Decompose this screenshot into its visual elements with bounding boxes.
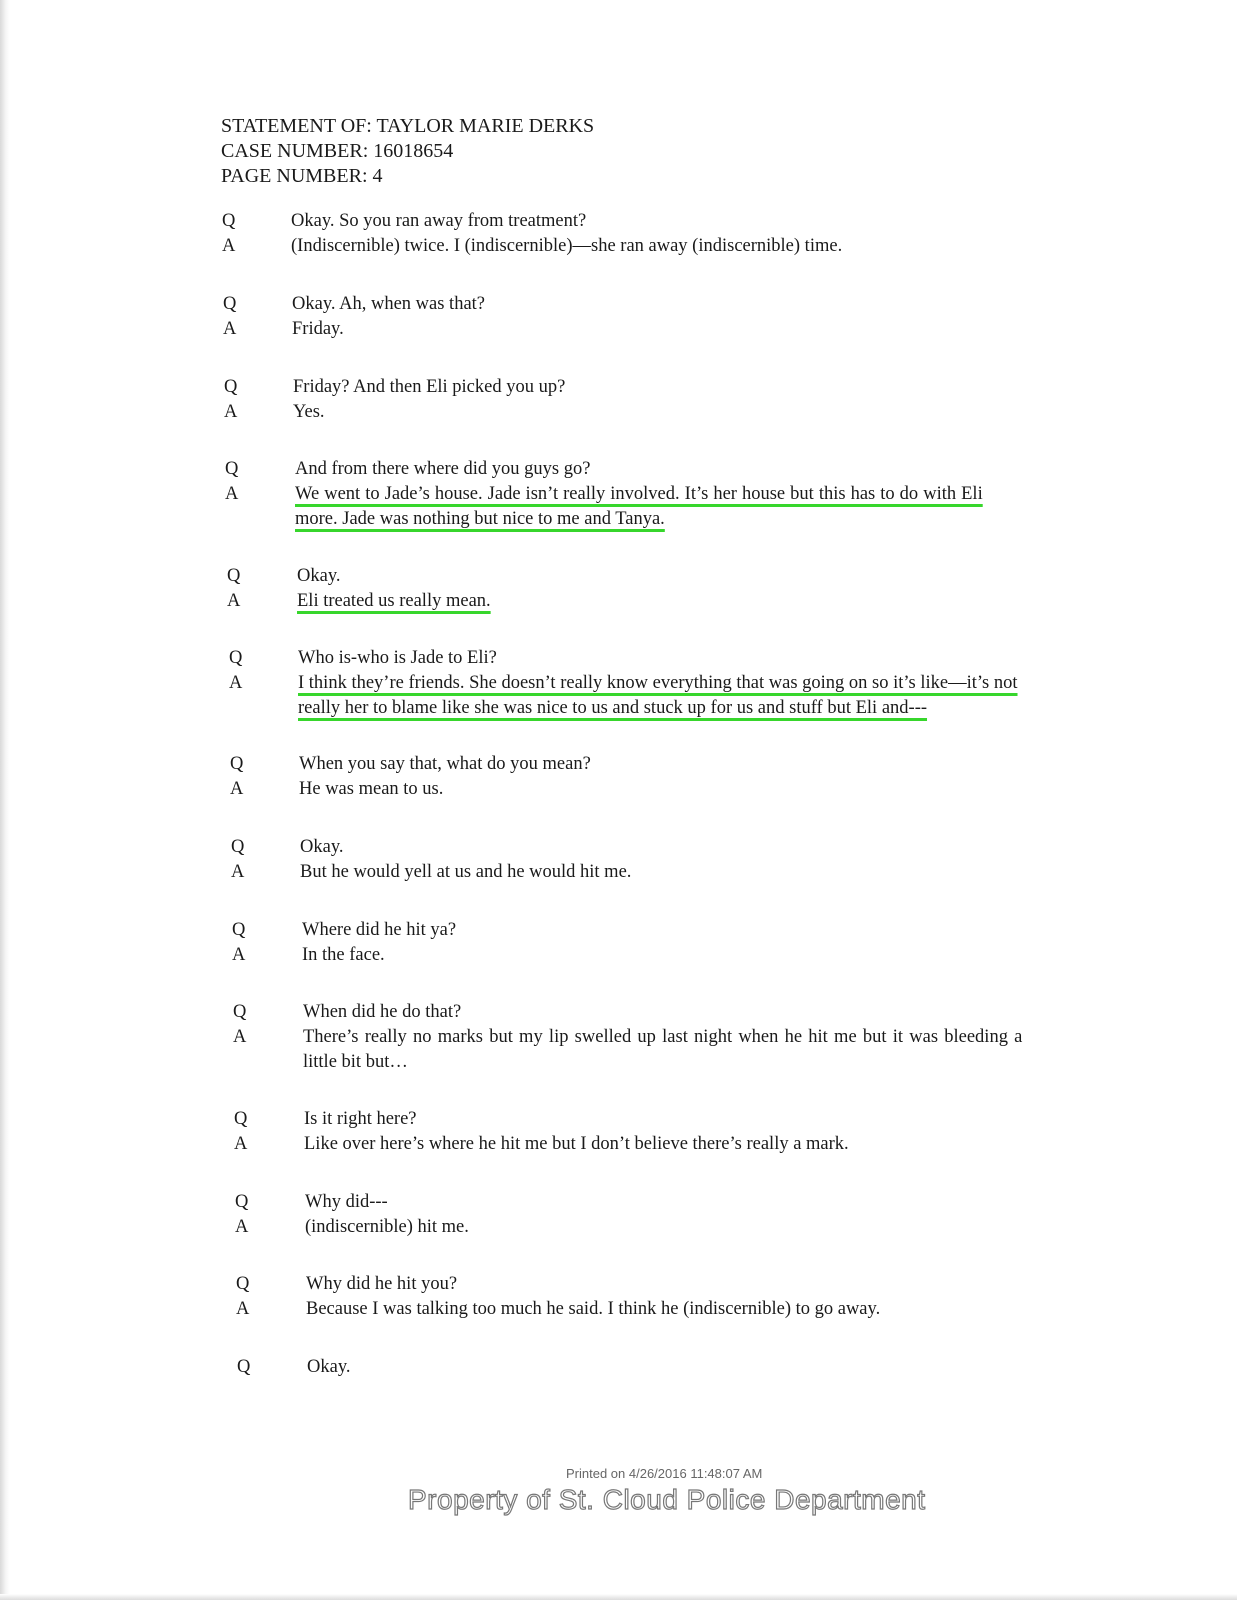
exchange-7	[0, 752, 1237, 802]
q-marker: Q	[225, 459, 239, 479]
exchange-2	[0, 292, 1237, 342]
highlighted-answer-line: I think they’re friends. She doesn’t really know everything that was going on so it’s like—it’s not	[298, 673, 1018, 693]
exchange-1	[0, 209, 1237, 259]
exchange-4	[0, 457, 1237, 532]
exchange-12	[0, 1190, 1237, 1240]
answer-text: Because I was talking too much he said. I think he (indiscernible) to go away.	[306, 1299, 881, 1319]
question-text: Okay.	[300, 837, 344, 857]
q-marker: Q	[232, 920, 246, 940]
q-marker: Q	[223, 294, 237, 314]
question-text: Okay.	[297, 566, 341, 586]
answer-text: (Indiscernible) twice. I (indiscernible)—she ran away (indiscernible) time.	[291, 236, 843, 256]
q-marker: Q	[234, 1109, 248, 1129]
question-text: Where did he hit ya?	[302, 920, 457, 940]
page-number: PAGE NUMBER: 4	[221, 165, 383, 187]
question-text: And from there where did you guys go?	[295, 459, 591, 479]
q-marker: Q	[227, 566, 241, 586]
property-watermark: Property of St. Cloud Police Department	[408, 1484, 926, 1515]
exchange-5	[0, 564, 1237, 614]
question-text: Who is-who is Jade to Eli?	[298, 648, 497, 668]
answer-text: He was mean to us.	[299, 779, 444, 799]
exchange-14	[0, 1355, 1237, 1380]
statement-header	[221, 114, 594, 189]
printed-timestamp: Printed on 4/26/2016 11:48:07 AM	[566, 1466, 763, 1481]
a-marker: A	[223, 319, 237, 339]
a-marker: A	[236, 1299, 250, 1319]
question-text: Okay. So you ran away from treatment?	[291, 211, 587, 231]
question-text: Okay. Ah, when was that?	[292, 294, 486, 314]
question-text: When did he do that?	[303, 1002, 462, 1022]
a-marker: A	[231, 862, 245, 882]
a-marker: A	[224, 402, 238, 422]
question-text: Why did---	[305, 1192, 388, 1212]
statement-of: STATEMENT OF: TAYLOR MARIE DERKS	[221, 115, 595, 137]
a-marker: A	[233, 1027, 247, 1047]
question-text: Okay.	[307, 1357, 351, 1377]
exchange-6	[0, 646, 1237, 721]
a-marker: A	[230, 779, 244, 799]
a-marker: A	[225, 484, 239, 504]
exchange-8	[0, 835, 1237, 885]
exchange-9	[0, 918, 1237, 968]
q-marker: Q	[236, 1274, 250, 1294]
q-marker: Q	[233, 1002, 247, 1022]
q-marker: Q	[230, 754, 244, 774]
q-marker: Q	[229, 648, 243, 668]
answer-text: Like over here’s where he hit me but I don’t believe there’s really a mark.	[304, 1134, 849, 1154]
highlighted-answer-line: We went to Jade’s house. Jade isn’t really involved. It’s her house but this has to do with Eli	[295, 484, 983, 504]
q-marker: Q	[224, 377, 238, 397]
a-marker: A	[234, 1134, 248, 1154]
a-marker: A	[229, 673, 243, 693]
q-marker: Q	[235, 1192, 249, 1212]
question-text: Friday? And then Eli picked you up?	[293, 377, 566, 397]
a-marker: A	[232, 945, 246, 965]
question-text: When you say that, what do you mean?	[299, 754, 591, 774]
a-marker: A	[222, 236, 236, 256]
scan-bottom-edge	[0, 1594, 1237, 1600]
answer-text: In the face.	[302, 945, 385, 965]
a-marker: A	[227, 591, 241, 611]
case-number: CASE NUMBER: 16018654	[221, 140, 454, 162]
exchange-3	[0, 375, 1237, 425]
exchange-11	[0, 1107, 1237, 1157]
q-marker: Q	[237, 1357, 251, 1377]
answer-text: (indiscernible) hit me.	[305, 1217, 469, 1237]
answer-text: Yes.	[293, 402, 325, 422]
answer-text: There’s really no marks but my lip swelled up last night when he hit me but it was bleeding a	[303, 1027, 1023, 1047]
highlighted-answer-line: Eli treated us really mean.	[297, 591, 491, 611]
question-text: Is it right here?	[304, 1109, 417, 1129]
highlighted-answer-line: really her to blame like she was nice to us and stuck up for us and stuff but Eli and---	[298, 698, 928, 718]
question-text: Why did he hit you?	[306, 1274, 458, 1294]
a-marker: A	[235, 1217, 249, 1237]
answer-text: little bit but…	[303, 1052, 408, 1072]
exchange-13	[0, 1272, 1237, 1322]
q-marker: Q	[222, 211, 236, 231]
highlighted-answer-line: more. Jade was nothing but nice to me and Tanya.	[295, 509, 665, 529]
answer-text: But he would yell at us and he would hit me.	[300, 862, 632, 882]
q-marker: Q	[231, 837, 245, 857]
answer-text: Friday.	[292, 319, 344, 339]
exchange-10	[0, 1000, 1237, 1075]
